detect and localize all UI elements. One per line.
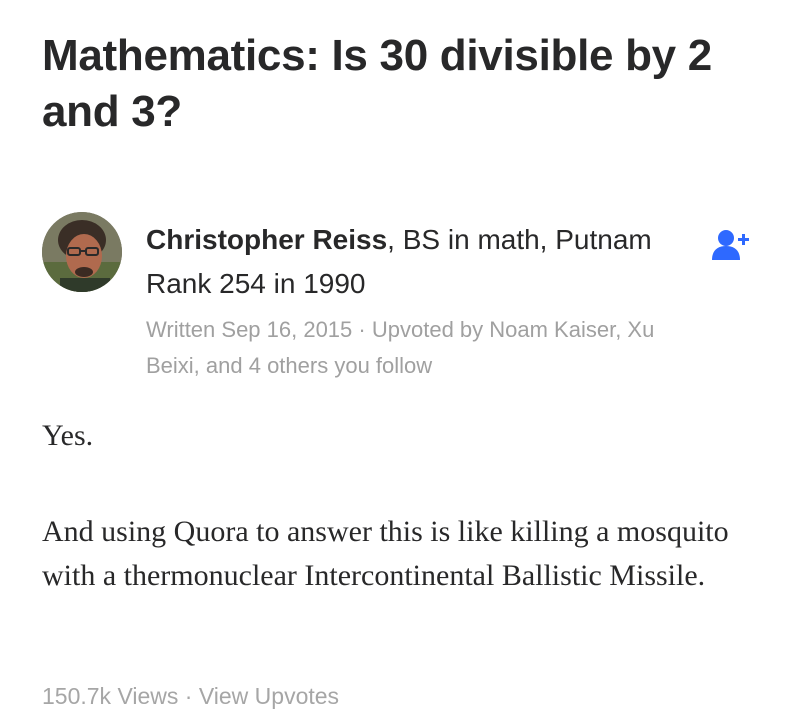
view-upvotes-link[interactable]: View Upvotes [198,683,340,709]
question-title[interactable]: Mathematics: Is 30 divisible by 2 and 3? [42,31,712,136]
answer-meta [146,312,706,384]
add-user-icon [710,226,754,266]
author-name-link[interactable]: Christopher Reiss [146,224,388,255]
answer-footer [42,680,642,712]
upvoted-by-link[interactable]: Upvoted by Noam Kaiser, Xu Beixi, and 4 others you follow [146,317,655,378]
author-separator: , [387,224,403,255]
answer-paragraph: And using Quora to answer this is like killing a mosquito with a thermonuclear Intercontinental Ballistic Missile. [42,515,729,592]
author-row [42,212,772,302]
author-info [146,218,666,306]
author-credential: BS in math, Putnam Rank 254 in 1990 [146,224,652,299]
answer-paragraph: Yes. [42,419,94,452]
avatar-photo-icon [42,212,122,292]
author-avatar[interactable] [42,212,122,292]
follow-user-button[interactable] [710,226,754,266]
meta-dot: · [352,317,372,342]
written-date-link[interactable]: Written Sep 16, 2015 [146,317,353,342]
answer-body [42,414,782,598]
views-count: 150.7k Views [42,683,179,709]
footer-dot: · [178,683,199,709]
